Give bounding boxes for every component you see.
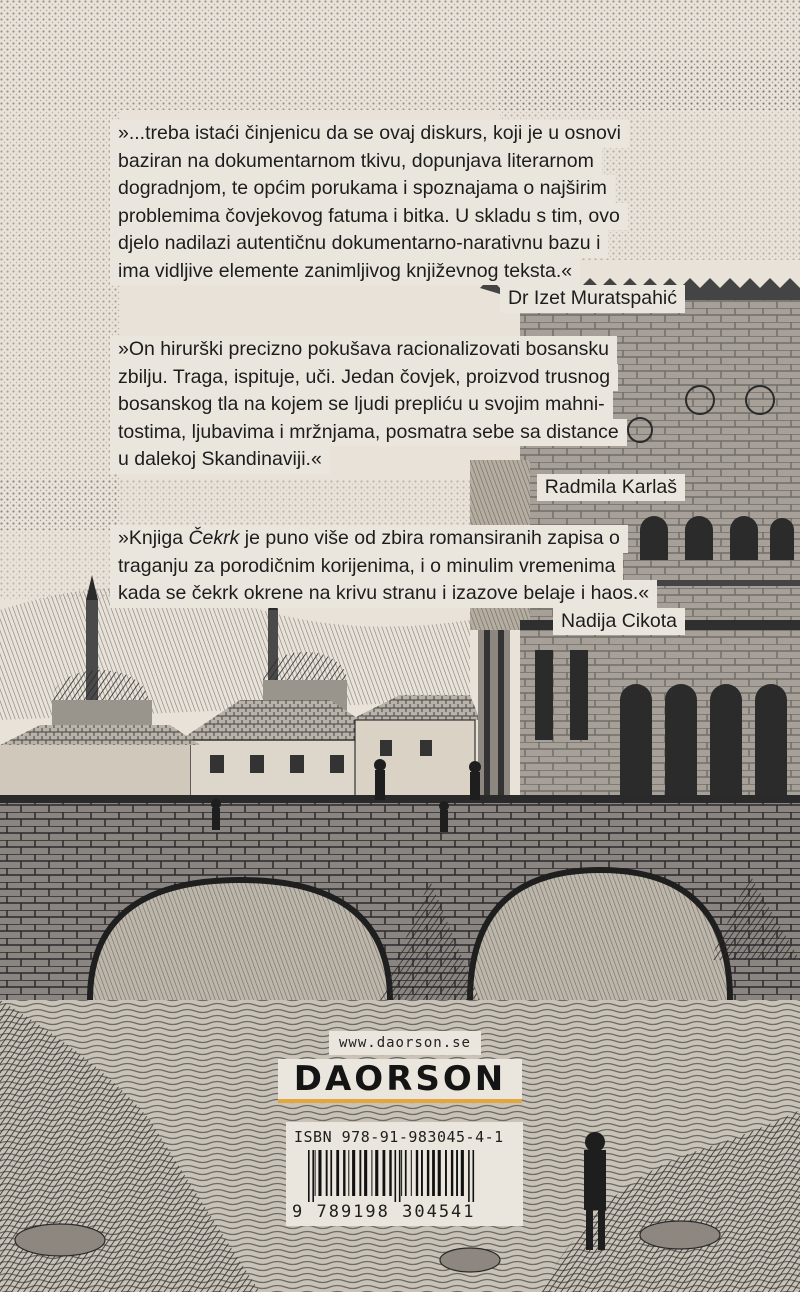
quote-author: Dr Izet Muratspahić [500,285,685,313]
quote-line: baziran na dokumentarnom tkivu, dopunjava literarnom [110,148,602,176]
quote-line: »On hirurški precizno pokušava racionalizovati bosansku [110,336,617,364]
publisher-logo: DAORSON [278,1059,522,1099]
publisher-accent-bar [278,1099,522,1103]
barcode-digits: 9 789198 304541 [292,1202,476,1222]
quote-line-suffix: je puno više od zbira romansiranih zapisa o [239,527,620,549]
quote-line: kada se čekrk okrene na krivu stranu i izazove belaje i haos.« [110,580,657,608]
publisher-url: www.daorson.se [329,1031,481,1055]
review-quote-muratspahic [110,120,685,313]
quote-line: dogradnjom, te općim porukama i spoznajama o najširim [110,175,615,203]
quote-line: »...treba istaći činjenicu da se ovaj diskurs, koji je u osnovi [110,120,629,148]
quote-author: Nadija Cikota [553,608,685,636]
isbn-number: ISBN 978-91-983045-4-1 [294,1128,504,1146]
isbn-barcode-box [286,1122,523,1226]
publisher-block [278,1031,522,1103]
quote-line: traganju za porodičnim korijenima, i o minulim vremenima [110,553,623,581]
quote-line: u dalekoj Skandinaviji.« [110,446,330,474]
barcode-icon [306,1150,511,1202]
quote-line [110,525,628,553]
quote-line: tostima, ljubavima i mržnjama, posmatra sebe sa distance [110,419,627,447]
quote-line: problemima čovjekovog fatuma i bitka. U skladu s tim, ovo [110,203,628,231]
quote-line: bosanskog tla na kojem se ljudi prepliću u svojim mahni- [110,391,613,419]
quote-line-prefix: »Knjiga [118,527,189,549]
quote-author: Radmila Karlaš [537,474,685,502]
quote-line: djelo nadilazi autentičnu dokumentarno-narativnu bazu i [110,230,608,258]
book-title: Čekrk [188,527,240,549]
review-quote-karlas [110,336,685,501]
review-quote-cikota [110,525,685,635]
quote-line: ima vidljive elemente zanimljivog književnog teksta.« [110,258,580,286]
quote-line: zbilju. Traga, ispituje, uči. Jedan čovjek, proizvod trusnog [110,364,618,392]
